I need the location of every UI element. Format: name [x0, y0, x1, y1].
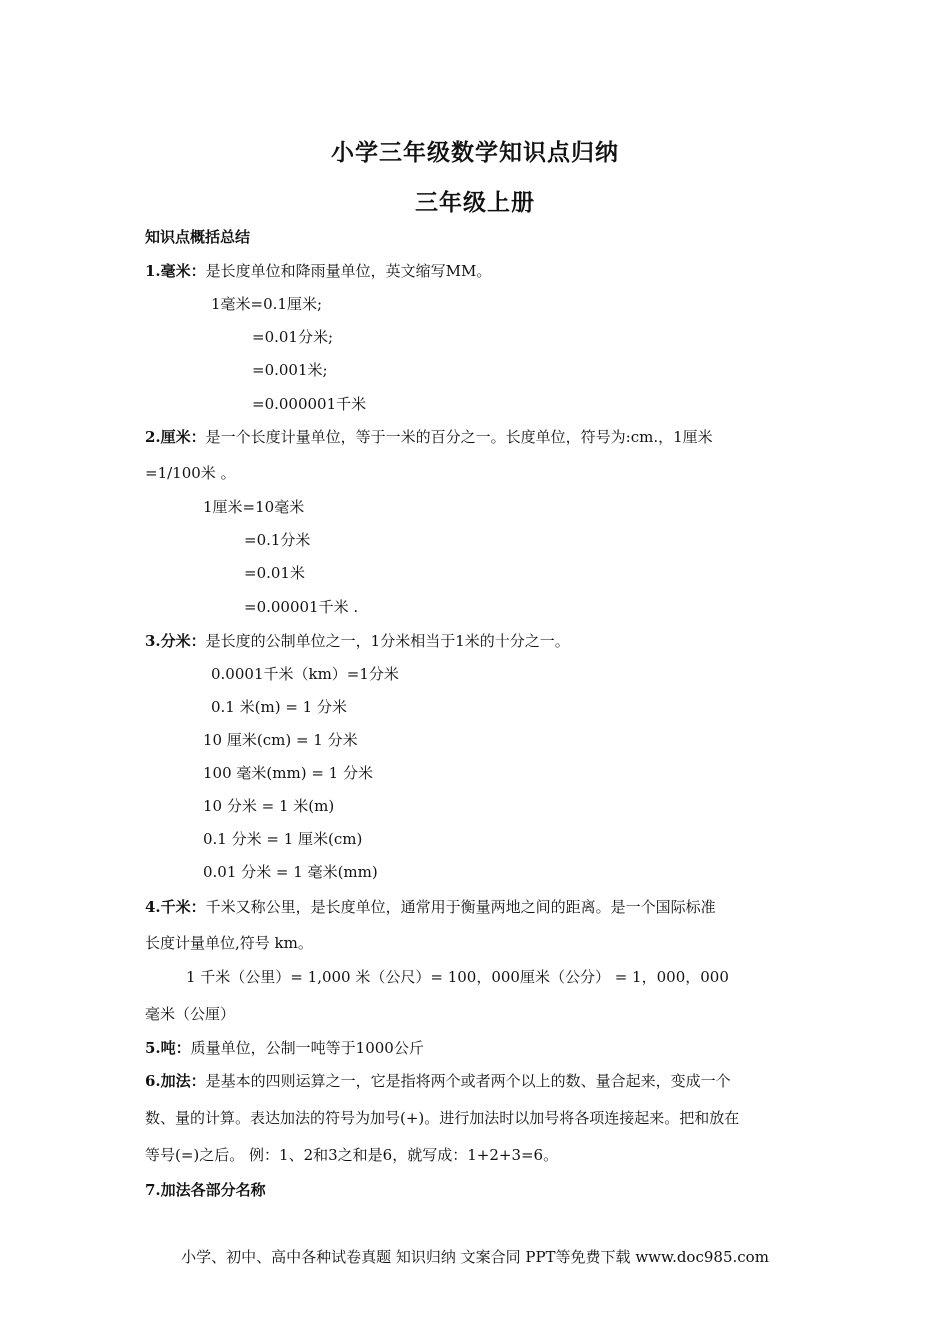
s2-line-4: =0.00001千米 . — [244, 598, 359, 616]
s1-line-1: 1毫米=0.1厘米; — [211, 295, 323, 313]
s2-line-1: 1厘米=10毫米 — [203, 498, 305, 516]
section-3-head: 3.分米： — [145, 632, 206, 650]
s3-line-7: 0.01 分米 = 1 毫米(mm) — [203, 863, 378, 881]
s4-line-1: 1 千米（公里）= 1,000 米（公尺）= 100，000厘米（公分） = 1，000，000 — [186, 968, 729, 986]
s4-line-2: 毫米（公厘） — [145, 1005, 236, 1023]
section-6-head: 6.加法： — [145, 1072, 206, 1090]
section-3 — [145, 631, 570, 651]
section-2 — [145, 427, 713, 447]
s3-line-6: 0.1 分米 = 1 厘米(cm) — [203, 830, 363, 848]
section-7 — [145, 1180, 266, 1200]
page-footer: 小学、初中、高中各种试卷真题 知识归纳 文案合同 PPT等免费下载 www.doc985.com — [181, 1248, 769, 1266]
section-6 — [145, 1071, 731, 1091]
s1-line-2: =0.01分米; — [252, 328, 334, 346]
s1-line-3: =0.001米; — [252, 361, 328, 379]
section-5-head: 5.吨： — [145, 1039, 191, 1057]
section-2-text: 是一个长度计量单位，等于一米的百分之一。长度单位，符号为:cm.，1厘米 — [205, 428, 713, 446]
section-6-text-3: 等号(=)之后。 例：1、2和3之和是6，就写成：1+2+3=6。 — [145, 1146, 559, 1164]
section-4 — [145, 897, 716, 917]
s3-line-2: 0.1 米(m) = 1 分米 — [211, 698, 347, 716]
section-4-text-2: 长度计量单位,符号 km。 — [145, 934, 313, 952]
section-4-head: 4.千米： — [145, 898, 206, 916]
s2-line-3: =0.01米 — [244, 564, 305, 582]
section-6-text: 是基本的四则运算之一，它是指将两个或者两个以上的数、量合起来，变成一个 — [205, 1072, 731, 1090]
section-3-text: 是长度的公制单位之一，1分米相当于1米的十分之一。 — [205, 632, 570, 650]
section-4-text: 千米又称公里，是长度单位，通常用于衡量两地之间的距离。是一个国际标准 — [205, 898, 716, 916]
section-1-head: 1.毫米： — [145, 262, 206, 280]
section-2-head: 2.厘米： — [145, 428, 206, 446]
section-1-text: 是长度单位和降雨量单位，英文缩写MM。 — [205, 262, 492, 280]
s3-line-4: 100 毫米(mm) = 1 分米 — [203, 764, 373, 782]
summary-heading: 知识点概括总结 — [145, 228, 251, 246]
s1-line-4: =0.000001千米 — [252, 395, 367, 413]
section-6-text-2: 数、量的计算。表达加法的符号为加号(+)。进行加法时以加号将各项连接起来。把和放在 — [145, 1109, 740, 1127]
section-5 — [145, 1038, 424, 1058]
document-title: 小学三年级数学知识点归纳 — [331, 139, 619, 166]
s3-line-3: 10 厘米(cm) = 1 分米 — [203, 731, 358, 749]
section-5-text: 质量单位，公制一吨等于1000公斤 — [190, 1039, 424, 1057]
document-subtitle: 三年级上册 — [415, 189, 535, 216]
section-1 — [145, 261, 491, 281]
section-2-text-2: =1/100米 。 — [145, 464, 236, 482]
section-7-head: 7.加法各部分名称 — [145, 1181, 266, 1199]
s3-line-5: 10 分米 = 1 米(m) — [203, 797, 335, 815]
s3-line-1: 0.0001千米（km）=1分米 — [211, 665, 399, 683]
s2-line-2: =0.1分米 — [244, 531, 311, 549]
